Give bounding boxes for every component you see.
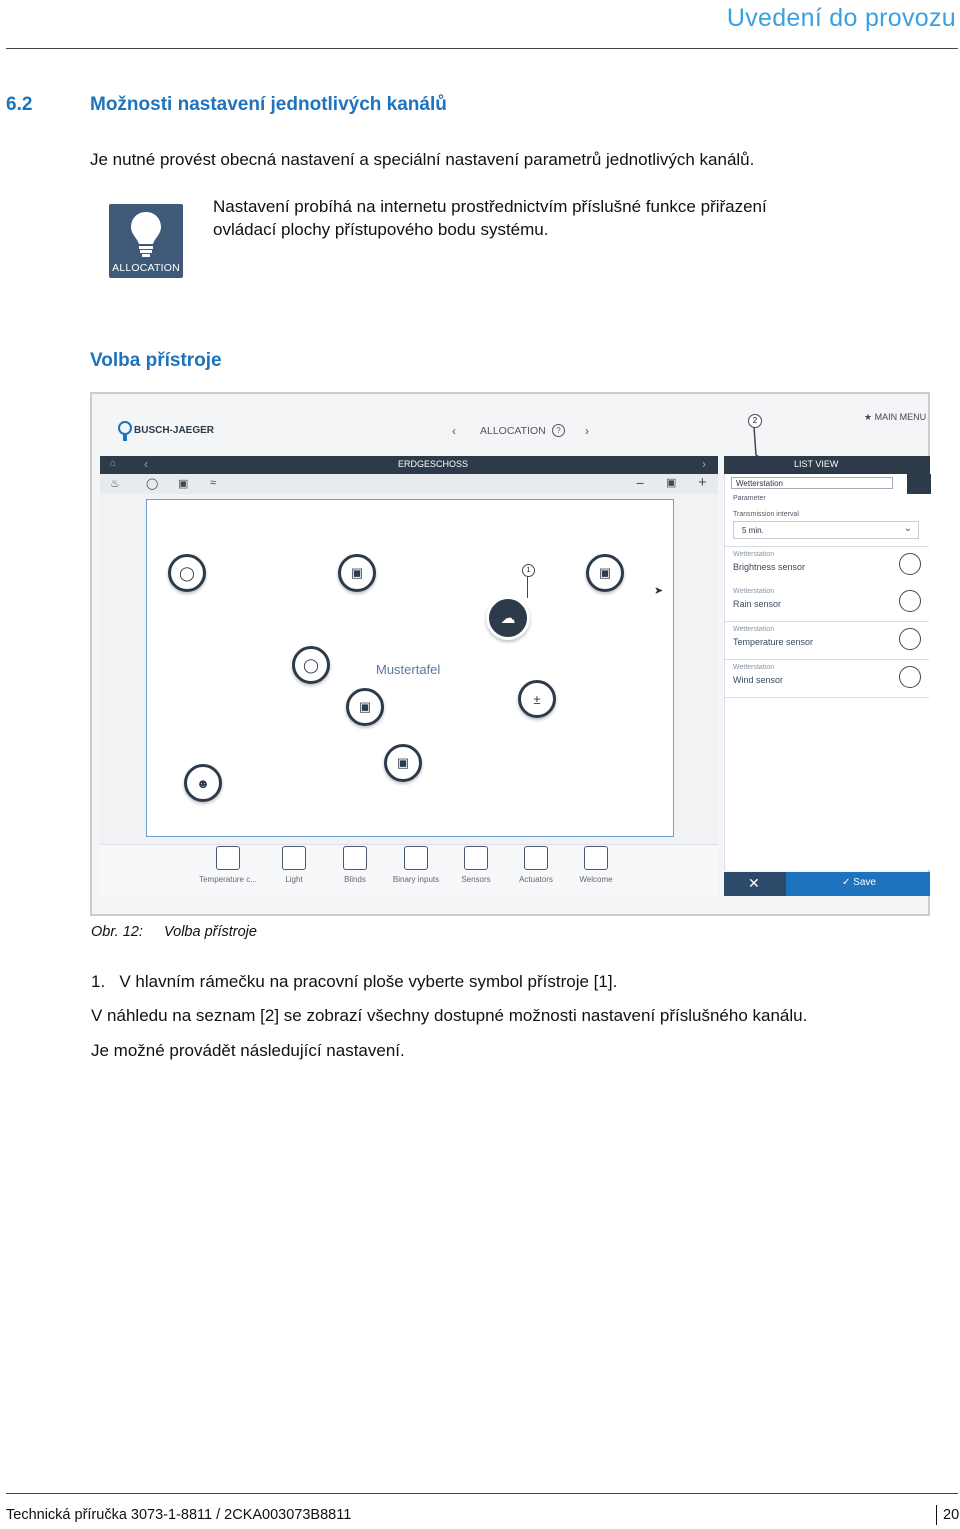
channel-name: Brightness sensor: [733, 562, 806, 572]
channel-item[interactable]: [725, 584, 929, 622]
tool-binary-inputs[interactable]: [386, 846, 446, 884]
footer-divider: [6, 1493, 958, 1494]
zoom-out-icon[interactable]: −: [636, 475, 645, 491]
section-number: 6.2: [6, 94, 33, 115]
light-device-icon[interactable]: ◯: [168, 554, 206, 592]
channel-device: Wetterstation: [733, 626, 775, 633]
save-text: Save: [853, 877, 876, 888]
channel-item[interactable]: [725, 622, 929, 660]
paragraph-settings: Je možné provádět následující nastavení.: [91, 1041, 405, 1060]
close-icon: ✕: [748, 875, 760, 891]
step-1: 1. V hlavním rámečku na pracovní ploše vyberte symbol přístroje [1].: [91, 972, 618, 991]
nav-forward-icon[interactable]: ›: [585, 424, 589, 438]
app-screenshot: [90, 392, 930, 916]
save-button[interactable]: [786, 872, 930, 896]
blinds-device-icon[interactable]: ▣: [586, 554, 624, 592]
page-number: 20: [943, 1507, 960, 1523]
main-menu-button[interactable]: ★ MAIN MENU: [864, 412, 927, 422]
thermometer-icon: [216, 846, 240, 870]
actuator-icon: [524, 846, 548, 870]
tool-label: Actuators: [519, 875, 553, 884]
motion-device-icon[interactable]: ☻: [184, 764, 222, 802]
floor-next-icon[interactable]: ›: [702, 457, 706, 471]
page-separator: [936, 1505, 937, 1525]
tool-welcome[interactable]: [566, 846, 626, 884]
cancel-button[interactable]: [724, 872, 786, 896]
wind-icon: [899, 666, 921, 688]
tool-actuators[interactable]: [506, 846, 566, 884]
nav-title: ALLOCATION: [480, 425, 546, 437]
transmission-select[interactable]: [733, 521, 919, 539]
wireless-filter-icon[interactable]: ≈: [210, 477, 217, 489]
device-name-field[interactable]: Wetterstation: [731, 477, 893, 489]
allocation-tile-label: ALLOCATION: [112, 262, 180, 274]
rain-icon: [899, 590, 921, 612]
intro-paragraph: Je nutné provést obecná nastavení a speciální nastavení parametrů jednotlivých kanálů.: [90, 150, 755, 169]
channel-name: Temperature sensor: [733, 637, 814, 647]
welcome-icon: [584, 846, 608, 870]
main-menu-label: MAIN MENU: [874, 412, 927, 422]
floor-name: ERDGESCHOSS: [398, 459, 469, 469]
blinds-device-icon[interactable]: ▣: [346, 688, 384, 726]
light-device-icon[interactable]: ◯: [292, 646, 330, 684]
thermometer-icon: [899, 628, 921, 650]
tool-label: Temperature c...: [199, 875, 257, 884]
blinds-icon: [343, 846, 367, 870]
list-panel: [724, 474, 931, 870]
callout-1: 1: [522, 564, 535, 577]
channel-device: Wetterstation: [733, 588, 775, 595]
sensor-icon: [464, 846, 488, 870]
zoom-in-icon[interactable]: +: [698, 474, 707, 491]
brand-logo-icon: [116, 420, 134, 442]
header-title: Uvedení do provozu: [726, 4, 956, 32]
delete-icon[interactable]: [907, 474, 931, 494]
allocation-text-line2: ovládací plochy přístupového bodu systému.: [213, 220, 549, 239]
brightness-icon: [899, 553, 921, 575]
list-view-label: LIST VIEW: [794, 459, 839, 469]
brand-name: BUSCH-JAEGER: [134, 425, 215, 436]
nav-back-icon[interactable]: ‹: [452, 424, 456, 438]
weather-station-icon[interactable]: ☁: [486, 596, 530, 640]
figure-caption: Volba přístroje: [164, 924, 257, 940]
callout-1-pointer: [527, 576, 528, 598]
allocation-text-line1: Nastavení probíhá na internetu prostřednictvím příslušné funkce přiřazení: [213, 197, 767, 216]
help-icon[interactable]: ?: [552, 424, 565, 437]
channel-device: Wetterstation: [733, 664, 775, 671]
canvas-label: Mustertafel: [376, 662, 441, 677]
paragraph-list-view: V náhledu na seznam [2] se zobrazí všechny dostupné možnosti nastavení příslušného kanálu.: [91, 1006, 808, 1025]
home-icon[interactable]: ⌂: [110, 458, 117, 469]
binary-input-icon: [404, 846, 428, 870]
floor-prev-icon[interactable]: ‹: [144, 457, 148, 471]
chevron-down-icon: ⌄: [903, 523, 912, 534]
allocation-tile: [109, 204, 183, 278]
fit-view-icon[interactable]: ▣: [666, 477, 677, 489]
tool-label: Binary inputs: [392, 875, 440, 884]
tool-label: Sensors: [461, 875, 491, 884]
parameter-label: Parameter: [733, 495, 766, 502]
thermostat-device-icon[interactable]: ±: [518, 680, 556, 718]
canvas-toolbar: [100, 474, 718, 494]
tool-label: Welcome: [579, 875, 613, 884]
floor-header: [100, 456, 718, 474]
callout-2: 2: [748, 414, 762, 428]
lightbulb-icon: [109, 204, 183, 264]
light-filter-icon[interactable]: ◯: [146, 478, 159, 490]
tool-blinds[interactable]: [325, 846, 385, 884]
channel-name: Wind sensor: [733, 675, 784, 685]
channel-name: Rain sensor: [733, 599, 782, 609]
lightbulb-icon: [282, 846, 306, 870]
thermometer-filter-icon[interactable]: ♨: [110, 478, 120, 490]
blinds-filter-icon[interactable]: ▣: [178, 478, 189, 490]
blinds-device-icon[interactable]: ▣: [338, 554, 376, 592]
channel-device: Wetterstation: [733, 551, 775, 558]
figure-number: Obr. 12:: [91, 924, 143, 940]
tool-label: Blinds: [344, 875, 366, 884]
header-divider: [6, 48, 958, 49]
tool-light[interactable]: [264, 846, 324, 884]
transmission-value: 5 min.: [742, 526, 764, 535]
channel-item[interactable]: [725, 660, 929, 698]
transmission-label: Transmission interval: [733, 511, 799, 518]
tool-temperature[interactable]: [198, 846, 258, 884]
list-view-header[interactable]: [724, 456, 930, 474]
tool-label: Light: [285, 875, 303, 884]
section-title: Možnosti nastavení jednotlivých kanálů: [90, 94, 447, 115]
mouse-cursor-icon: ➤: [654, 585, 664, 597]
channel-item[interactable]: [725, 546, 929, 585]
blinds-device-icon[interactable]: ▣: [384, 744, 422, 782]
save-label: ✓ Save: [842, 877, 876, 888]
tool-sensors[interactable]: [446, 846, 506, 884]
subheading: Volba přístroje: [90, 350, 222, 371]
footer-text: Technická příručka 3073-1-8811 / 2CKA003073B8811: [6, 1507, 352, 1523]
